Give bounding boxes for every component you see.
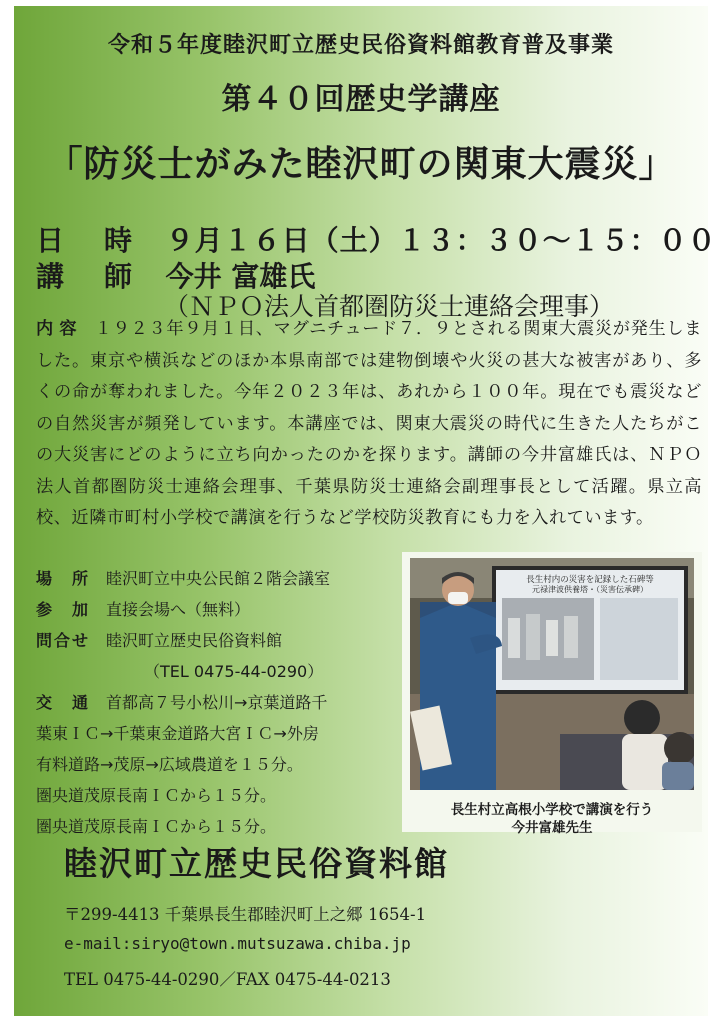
access-line-3: 有料道路→茂原→広域農道を１５分。 xyxy=(36,755,303,774)
series-title: 第４０回歴史学講座 xyxy=(221,82,501,117)
access-line-2: 葉東ＩＣ→千葉東金道路大宮ＩＣ→外房 xyxy=(36,724,319,743)
lecturer-label: 講 師 xyxy=(36,260,139,293)
flyer-sheet xyxy=(14,6,717,1016)
contact-tel: （TEL 0475-44-0290） xyxy=(144,662,324,681)
slide-subtitle: 元禄津波供養塔・（災害伝承碑） xyxy=(532,585,648,594)
slide-title: 長生村内の災害を記録した石碑等 xyxy=(526,574,654,584)
address: 〒299-4413 千葉県長生郡睦沢町上之郷 1654-1 xyxy=(64,905,427,924)
access-label: 交 通 xyxy=(36,693,91,712)
content-text: １９２３年９月１日、マグニチュード７．９とされる関東大震災が発生しました。東京や横浜などのほか本県南部では建物倒壊や火災の甚大な被害があり、多くの命が奪われました。今年２０２３年は、あれから１００年。現在でも震災などの自然災害が頻発しています。本講座では、関東大震災の時代に生きた人たちがこの大災害にどのように立ち向かったのかを探ります。講師の今井富雄氏は、ＮＰＯ法人首都圏防災士連絡会理事、千葉県防災士連絡会副理事長として活躍。県立高校、近隣市町村小学校で講演を行うなど学校防災教育にも力を入れています。 xyxy=(36,319,702,528)
access-line-1: 首都高７号小松川→京葉道路千 xyxy=(106,693,328,712)
organizer-line: 令和５年度睦沢町立歴史民俗資料館教育普及事業 xyxy=(107,33,614,58)
content-label: 内容 xyxy=(36,319,83,339)
photo-caption-2: 今井富雄先生 xyxy=(511,820,593,836)
lecturer-name: 今井 富雄氏 xyxy=(165,260,316,293)
date-value: ９月１６日（土）１３：３０～１５：００ xyxy=(165,224,717,257)
access-row xyxy=(36,690,327,713)
access-line-4: 圏央道茂原長南ＩＣから１５分。 xyxy=(36,786,277,805)
contact-row xyxy=(36,628,282,651)
museum-name: 睦沢町立歴史民俗資料館 xyxy=(64,844,449,883)
participation-row xyxy=(36,597,250,620)
photo-caption-1: 長生村立高根小学校で講演を行う xyxy=(450,802,654,818)
content-paragraph xyxy=(36,314,702,535)
venue-row xyxy=(36,566,330,589)
venue-value: 睦沢町立中央公民館２階会議室 xyxy=(106,569,331,588)
contact-label: 問合せ xyxy=(36,631,91,650)
email: e-mail:siryo@town.mutsuzawa.chiba.jp xyxy=(64,934,411,953)
contact-value: 睦沢町立歴史民俗資料館 xyxy=(106,631,283,650)
lecture-photo-card xyxy=(402,552,702,836)
venue-label: 場 所 xyxy=(36,569,91,588)
lecture-photo xyxy=(410,558,694,790)
lecture-title: 「防災士がみた睦沢町の関東大震災」 xyxy=(46,144,676,185)
date-label: 日 時 xyxy=(36,224,139,257)
access-line-5: 圏央道茂原長南ＩＣから１５分。 xyxy=(36,817,277,836)
lecturer-affiliation: （ＮＰＯ法人首都圏防災士連絡会理事） xyxy=(164,292,615,321)
participation-value: 直接会場へ（無料） xyxy=(106,600,251,619)
date-row xyxy=(36,219,717,259)
phone-fax: TEL 0475-44-0290／FAX 0475-44-0213 xyxy=(64,970,391,989)
participation-label: 参 加 xyxy=(36,600,91,619)
